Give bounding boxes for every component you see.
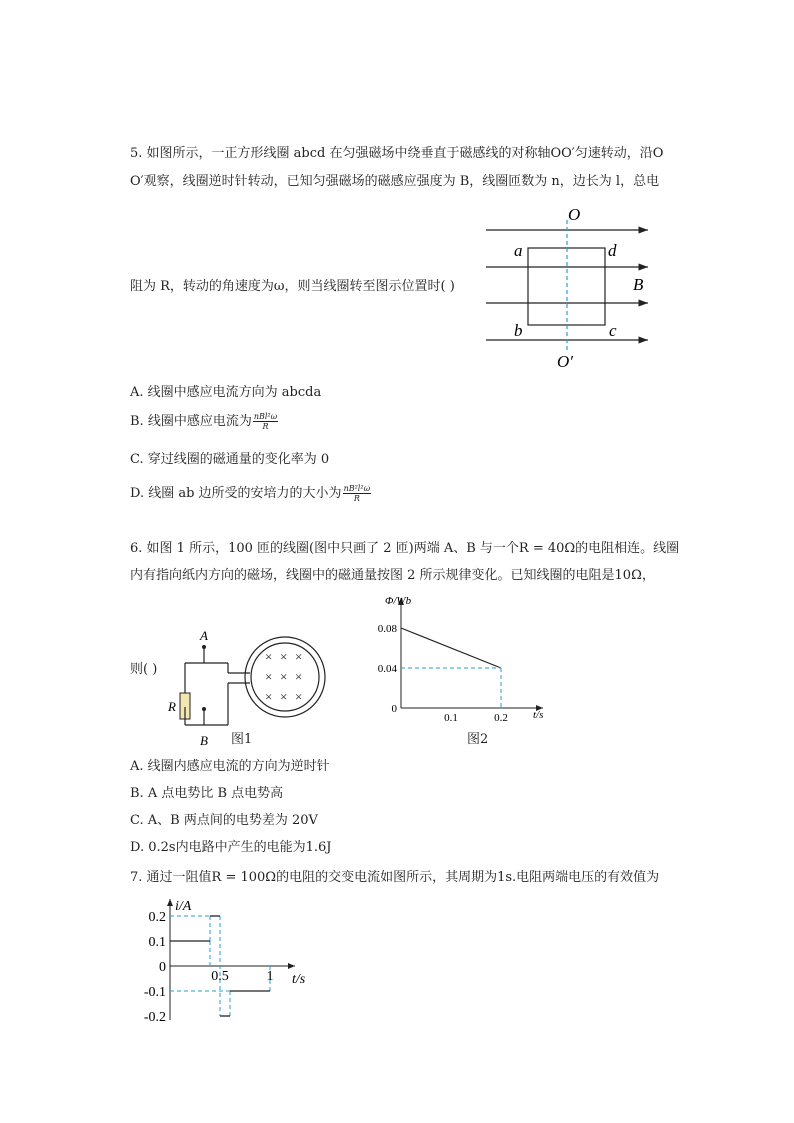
cross-mark: × (295, 649, 303, 664)
q6-fig1-caption: 图1 (231, 732, 253, 747)
q5-option-d (130, 484, 371, 503)
label-B: B (633, 275, 644, 294)
label-b: b (514, 321, 523, 340)
x-axis-label: t/s (292, 972, 306, 987)
q6-figure2-chart (365, 590, 555, 725)
q5-option-d-fraction: $\frac{\text{nB²l²ω}}{R}$ (343, 484, 371, 503)
y-tick-label: -0.1 (143, 985, 166, 1000)
x-axis-label: t/s (533, 709, 544, 721)
label-R: R (168, 699, 176, 714)
cross-mark: × (280, 649, 288, 664)
q5-option-a: A. 线圈中感应电流方向为 abcda (130, 385, 322, 400)
q6-line1: 6. 如图 1 所示，100 匝的线圈(图中只画了 2 匝)两端 A、B 与一个R = 40Ω的电阻相连。线圈 (130, 541, 680, 556)
y-tick-label: 0.2 (148, 910, 166, 925)
q5-line1: 5. 如图所示，一正方形线圈 abcd 在匀强磁场中绕垂直于磁感线的对称轴OO′匀速转动，沿O (130, 146, 664, 161)
cross-mark: × (280, 669, 288, 684)
cross-mark: × (280, 689, 288, 704)
label-B: B (200, 733, 208, 748)
q5-option-b-text: B. 线圈中感应电流为 (130, 414, 252, 429)
y-tick-label: 0 (391, 703, 397, 715)
q7-current-chart (130, 895, 330, 1025)
q5-coil-figure (470, 200, 670, 375)
label-A: A (200, 628, 208, 643)
q5-line3: 阻为 R，转动的角速度为ω，则当线圈转至图示位置时( ) (130, 279, 455, 294)
q6-option-b: B. A 点电势比 B 点电势高 (130, 786, 284, 801)
y-axis-label: Φ/Wb (385, 595, 412, 607)
label-c: c (609, 321, 617, 340)
label-a: a (514, 241, 523, 260)
q6-option-d: D. 0.2s内电路中产生的电能为1.6J (130, 840, 332, 855)
q5-option-b (130, 412, 278, 431)
q5-option-d-text: D. 线圈 ab 边所受的安培力的大小为 (130, 486, 342, 501)
label-O-prime: O′ (557, 352, 573, 371)
cross-mark: × (265, 689, 273, 704)
q6-fig2-caption: 图2 (467, 732, 489, 747)
x-tick-label: 1 (266, 969, 274, 984)
y-tick-label: 0.04 (377, 663, 397, 675)
q6-line2: 内有指向纸内方向的磁场，线圈中的磁通量按图 2 所示规律变化。已知线圈的电阻是10Ω， (130, 568, 655, 583)
cross-mark: × (295, 669, 303, 684)
x-tick-label: 0.5 (211, 969, 229, 984)
x-tick-label: 0.1 (444, 712, 458, 724)
cross-mark: × (265, 669, 273, 684)
label-O: O (568, 205, 581, 224)
q5-option-b-fraction: $\frac{\text{nBl²ω}}{R}$ (253, 412, 278, 431)
cross-mark: × (295, 689, 303, 704)
q6-option-c: C. A、B 两点间的电势差为 20V (130, 813, 318, 828)
cross-mark: × (265, 649, 273, 664)
terminal-A (202, 645, 206, 649)
x-tick-label: 0.2 (494, 712, 508, 724)
y-tick-label: 0.1 (148, 935, 166, 950)
y-tick-label: 0.08 (377, 623, 397, 635)
q7-line1: 7. 通过一阻值R = 100Ω的电阻的交变电流如图所示，其周期为1s.电阻两端电压的有效值为 (130, 870, 660, 885)
q5-option-c: C. 穿过线圈的磁通量的变化率为 0 (130, 452, 330, 467)
q5-line2: O′观察，线圈逆时针转动，已知匀强磁场的磁感应强度为 B，线圈匝数为 n，边长为 l，总电 (130, 174, 660, 189)
y-tick-label: -0.2 (143, 1010, 166, 1025)
q6-option-a: A. 线圈内感应电流的方向为逆时针 (130, 759, 330, 774)
q6-line3: 则( ) (130, 662, 158, 677)
y-tick-label: 0 (159, 960, 166, 975)
label-d: d (608, 241, 617, 260)
y-axis-label: i/A (175, 899, 192, 914)
flux-line (401, 628, 501, 668)
